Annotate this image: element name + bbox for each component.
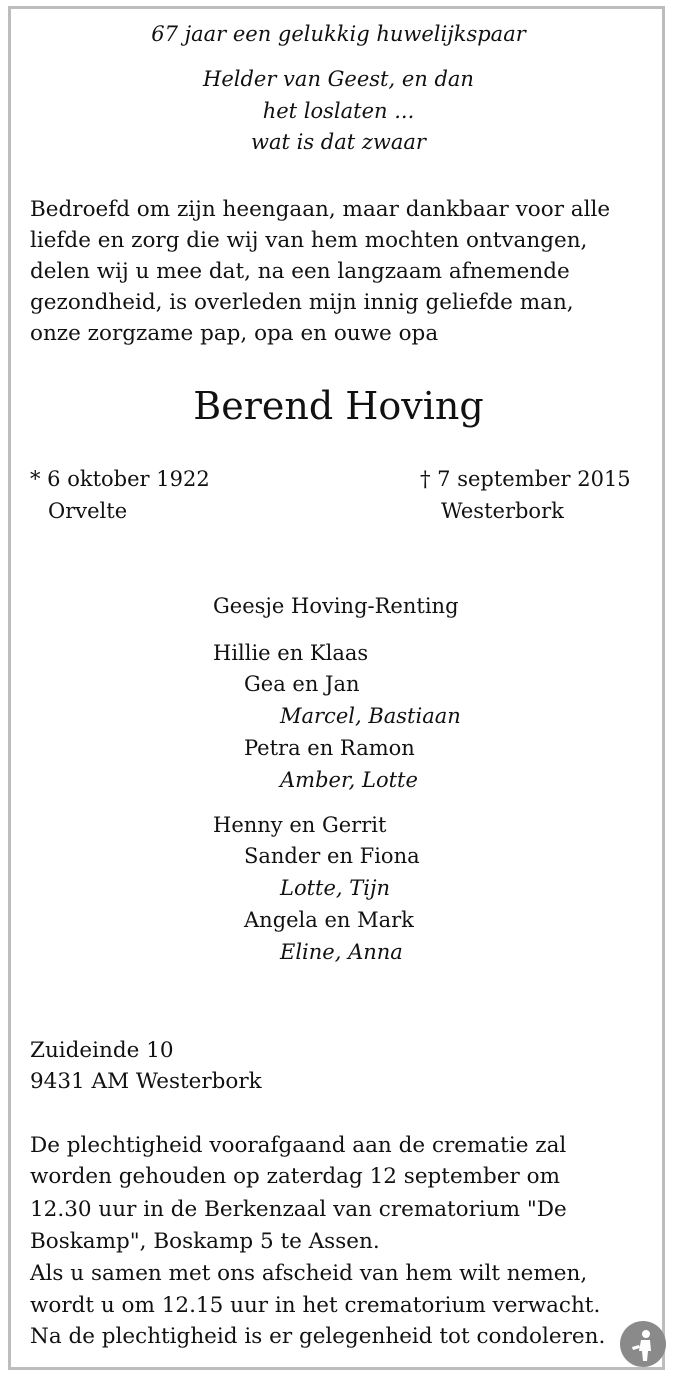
address-street: Zuideinde 10 <box>30 1038 174 1063</box>
birth-date: * 6 oktober 1922 <box>30 467 210 491</box>
memorial-seal-icon <box>620 1321 666 1367</box>
death-date: † 7 september 2015 <box>420 467 631 491</box>
great-grandchildren-3: Lotte, Tijn <box>280 876 391 900</box>
poem-line-2: Helder van Geest, en dan <box>203 67 474 91</box>
ceremony-line-7: Na de plechtigheid is er gelegenheid tot condoleren. <box>30 1324 606 1349</box>
poem-line-3: het loslaten ... <box>262 99 415 123</box>
ceremony-line-6: wordt u om 12.15 uur in het crematorium verwacht. <box>30 1293 601 1318</box>
grandchild-4: Angela en Mark <box>244 908 414 932</box>
intro-line-2: liefde en zorg die wij van hem mochten ontvangen, <box>30 228 588 253</box>
spouse-name: Geesje Hoving-Renting <box>213 594 459 618</box>
grandchild-3: Sander en Fiona <box>244 844 420 868</box>
great-grandchildren-4: Eline, Anna <box>280 940 403 964</box>
deceased-name: Berend Hoving <box>193 384 484 428</box>
child-2: Henny en Gerrit <box>213 813 387 837</box>
intro-line-1: Bedroefd om zijn heengaan, maar dankbaar voor alle <box>30 197 611 222</box>
grandchild-1: Gea en Jan <box>244 672 360 696</box>
intro-line-4: gezondheid, is overleden mijn innig geliefde man, <box>30 290 574 315</box>
great-grandchildren-1: Marcel, Bastiaan <box>280 704 461 728</box>
figure-icon <box>620 1321 666 1367</box>
death-place: Westerbork <box>441 499 564 523</box>
birth-place: Orvelte <box>48 499 128 523</box>
ceremony-line-4: Boskamp", Boskamp 5 te Assen. <box>30 1229 380 1254</box>
poem-line-1: 67 jaar een gelukkig huwelijkspaar <box>151 22 526 46</box>
ceremony-line-5: Als u samen met ons afscheid van hem wilt nemen, <box>30 1261 588 1286</box>
grandchild-2: Petra en Ramon <box>244 736 415 760</box>
address-city: 9431 AM Westerbork <box>30 1069 262 1094</box>
intro-line-5: onze zorgzame pap, opa en ouwe opa <box>30 321 439 346</box>
ceremony-line-2: worden gehouden op zaterdag 12 september om <box>30 1164 560 1189</box>
poem-line-4: wat is dat zwaar <box>251 130 426 154</box>
ceremony-line-1: De plechtigheid voorafgaand aan de crematie zal <box>30 1133 567 1158</box>
great-grandchildren-2: Amber, Lotte <box>280 768 418 792</box>
child-1: Hillie en Klaas <box>213 641 369 665</box>
ceremony-line-3: 12.30 uur in de Berkenzaal van crematorium "De <box>30 1197 567 1222</box>
intro-line-3: delen wij u mee dat, na een langzaam afnemende <box>30 259 570 284</box>
